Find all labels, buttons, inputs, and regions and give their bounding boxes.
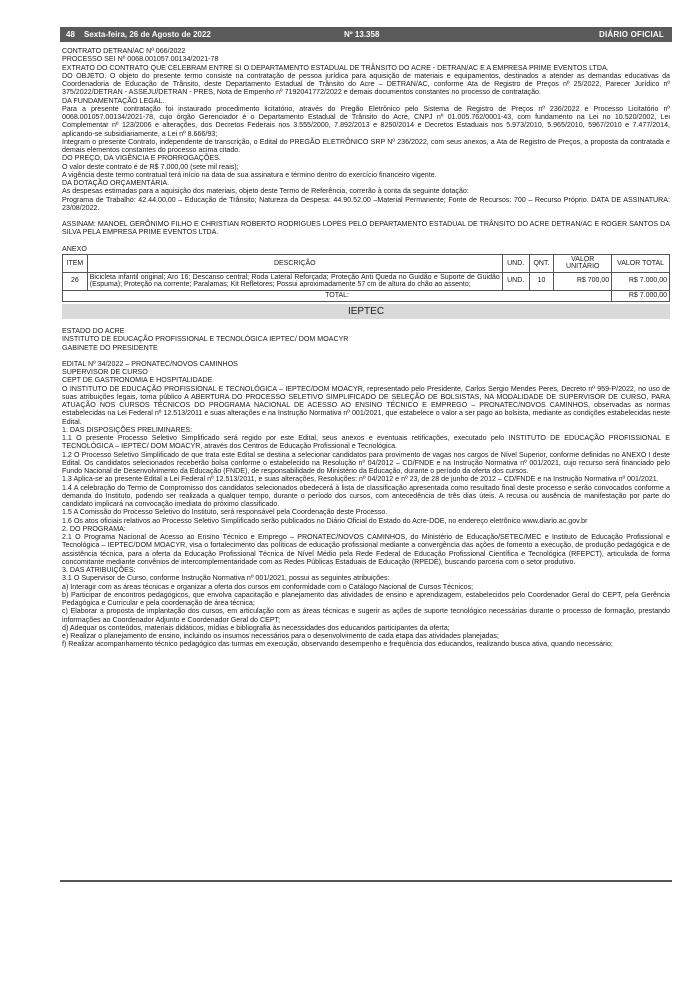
annex-table xyxy=(62,254,670,302)
edital-line: CEPT DE GASTRONOMIA E HOSPITALIDADE xyxy=(62,376,213,385)
legal-basis-heading: DA FUNDAMENTAÇÃO LEGAL. xyxy=(62,96,165,105)
list-item: f) Realizar acompanhamento técnico pedagógico das turmas em execução, observando desempenho e frequência dos educandos, realizando busca ativa, quando necessário; xyxy=(62,640,613,649)
org-line: GABINETE DO PRESIDENTE xyxy=(62,343,158,352)
integration-paragraph: Integram o presente Contrato, independente de transcrição, o Edital do PREGÃO ELETRÔNICO SRP Nº 236/2022, com seus anexos, a Ata de Registro de Preços, a proposta da contratada e demais elementos constantes do processo acima citado. xyxy=(62,137,670,154)
budget-heading: DA DOTAÇÃO ORÇAMENTÁRIA. xyxy=(62,179,170,187)
list-item: b) Participar de encontros pedagógicos, que envolva capacitação e planejamento das atividades de ensino e aprendizagem, estabelecidos pelo Coordenador Geral do CEPT, pela Gerência Pedagógica e Curricular e pela coordenação de área técnica; xyxy=(62,590,670,608)
publication-date: Sexta-feira, 26 de Agosto de 2022 xyxy=(84,30,211,39)
section-heading: 1. DAS DISPOSIÇÕES PRELIMINARES: xyxy=(62,425,193,434)
clause-paragraph: 1.5 A Comissão do Processo Seletivo do Instituto, será responsável pela Coordenação deste Processo. xyxy=(62,508,388,517)
column-header-total-value: VALOR TOTAL xyxy=(612,254,670,272)
section-heading: 2. DO PROGRAMA: xyxy=(62,524,126,533)
object-paragraph: DO OBJETO. O objeto do presente termo consiste na contratação de pessoa jurídica para aquisição de materiais e equipamentos, destinados a atender as demandas educativas da Coordenadoria de Educação de Trânsito, deste Departamento Estadual de Trânsito do Acre – DETRAN/AC, conforme Ata de Registro de Preços nº 25/2022, Parecer Jurídico nº 375/2022/DETRAN - ASSEJU/DETRAN - PRES, Nota de Empenho nº 7192041772/2022 e demais documentos constantes no processo de contratação. xyxy=(62,71,670,97)
process-number: PROCESSO SEI Nº 0068.001057.00134/2021-78 xyxy=(62,55,219,64)
cell-item: 26 xyxy=(63,272,88,290)
table-total-row xyxy=(63,290,670,301)
table-row xyxy=(63,272,670,290)
signatures-paragraph: ASSINAM: MANOEL GERÔNIMO FILHO E CHRISTIAN ROBERTO RODRIGUES LOPES PELO DEPARTAMENTO ESTADUAL DE TRÂNSITO DO ACRE DETRAN/AC E ROGER SANTOS DA SILVA PELA EMPRESA PRIME EVENTOS LTDA. xyxy=(62,220,670,237)
clause-paragraph: 1.2 O Processo Seletivo Simplificado de que trata este Edital se destina a selecionar candidatos para provimento de vagas nos cargos de Nível Superior, conforme definidas no ANEXO I deste Edital. Os candidatos selecionados receberão bolsa conforme o estabelecido na Resolução nº 04/2012 – CD/FNDE e na Instrução Normativa nº 001/2021, cujo recurso será financiado pelo Fundo Nacional de Desenvolvimento da Educação (FNDE), de responsabilidade do Ministério da Educação, durante o período da oferta dos cursos. xyxy=(62,450,670,476)
ieptec-section xyxy=(62,327,670,649)
publication-name: DIÁRIO OFICIAL xyxy=(598,30,664,39)
bottom-divider xyxy=(60,880,672,882)
edital-line: EDITAL Nº 34/2022 – PRONATEC/NOVOS CAMINHOS xyxy=(62,359,238,368)
section-heading: 3. DAS ATRIBUIÇÕES: xyxy=(62,566,136,575)
detran-contract-section xyxy=(62,47,670,253)
contract-title: CONTRATO DETRAN/AC Nº 066/2022 xyxy=(62,47,186,55)
clause-paragraph: 1.1 O presente Processo Seletivo Simplificado será regido por este Edital, seus anexos e eventuais retificações, executado pelo INSTITUTO DE EDUCAÇÃO PROFISSIONAL E TECNOLÓGICA – IEPTEC/ DOM MOACYR, através dos Centros de Educação Profissional e Tecnológica. xyxy=(62,434,670,451)
clause-paragraph: 1.6 Os atos oficiais relativos ao Processo Seletivo Simplificado serão publicados no Diário Oficial do Estado do Acre-DOE, no endereço eletrônico www.diario.ac.gov.br xyxy=(62,516,588,525)
extract-title: EXTRATO DO CONTRATO QUE CELEBRAM ENTRE SI O DEPARTAMENTO ESTADUAL DE TRÂNSITO DO ACRE - DETRAN/AC E A EMPRESA PRIME EVENTOS LTDA. xyxy=(62,63,609,72)
clause-paragraph: 2.1 O Programa Nacional de Acesso ao Ensino Técnico e Emprego – PRONATEC/NOVOS CAMINHOS, do Ministério de Educação/SETEC/MEC e Instituto de Educação Profissional e Tecnológica – IEPTEC/DOM MOACYR, visa o fortalecimento das políticas de educação profissional mediante a convergência das ações de fomento a execução, de produção pedagógica e de assistência técnica, para a oferta da Educação Profissional Técnica de Nível Médio pela Rede Federal de Educação Profissional Científica e Tecnológica (RFEPCT), articulada de forma concomitante mediante convênios de intercomplementaridade com as Redes Públicas Estaduais de Educação (RPEDE), buscando parceria com o setor produtivo. xyxy=(62,533,670,566)
org-line: INSTITUTO DE EDUCAÇÃO PROFISSIONAL E TECNOLÓGICA IEPTEC/ DOM MOACYR xyxy=(62,335,349,344)
list-item: d) Adequar os conteúdos, materiais didáticos, mídias e bibliografia às necessidades dos educandos participantes da oferta; xyxy=(62,623,450,632)
column-header-item: ITEM xyxy=(63,254,88,272)
total-value: R$ 7.000,00 xyxy=(612,290,670,301)
column-header-description: DESCRIÇÃO xyxy=(87,254,502,272)
cell-unit-value: R$ 700,00 xyxy=(554,272,612,290)
total-label: TOTAL: xyxy=(63,290,612,301)
legal-basis-paragraph: Para a presente contratação foi instaurado procedimento licitatório, através do Pregão Eletrônico pelo Sistema de Registro de Preços nº 236/2022 e Processo Licitatório nº 0068.001057.00134/2021-78, cujo órgão Gerenciador é o Departamento Estadual de Trânsito do Acre, CNPJ nº 01.005.762/0001-43, com fundamento na Lei no 10.520/2002, Lei Complementar nº 123/2006 e alterações, dos Decretos Federais nos 3.555/2000, 7.892/2013 e 8250/2014 e Decretos Estaduais nos 5.973/2010, 5.965/2010, 5967/2010 e 7.477/2014, aplicando-se subsidiariamente, a Lei nº 8.666/93; xyxy=(62,104,670,138)
cell-unit: UND. xyxy=(502,272,529,290)
org-line: ESTADO DO ACRE xyxy=(62,327,125,336)
cell-total-value: R$ 7.000,00 xyxy=(612,272,670,290)
price-heading: DO PREÇO, DA VIGÊNCIA E PRORROGAÇÕES. xyxy=(62,154,221,163)
budget-paragraph: As despesas estimadas para a aquisição dos materiais, objeto deste Termo de Referência, correrão à conta da seguinte dotação: xyxy=(62,187,469,196)
column-header-qty: QNT. xyxy=(529,254,554,272)
edition-number: Nº 13.358 xyxy=(344,30,380,39)
list-item: c) Elaborar a proposta de implantação dos cursos, em articulação com as áreas técnicas e sugerir as ações de suporte tecnológico necessárias durante o processo de formação, prestando informações ao Coordenador Adjunto e Coordenador Geral do CEPT; xyxy=(62,607,670,624)
clause-paragraph: 1.4 A celebração do Termo de Compromisso dos candidatos selecionados obedecerá à lista de classificação apresentada como resultado final deste processo e serão convocados conforme a demanda do Instituto, podendo ser realizada a qualquer tempo, durante o período dos cursos, com antecedência de três dias úteis. A recusa ou ausência de manifestação por parte do candidato implicará na convocação imediata do próximo classificado. xyxy=(62,483,670,509)
page-header xyxy=(60,27,672,42)
clause-paragraph: 3.1 O Supervisor de Curso, conforme Instrução Normativa nº 001/2021, possui as seguintes atribuições: xyxy=(62,574,390,583)
program-paragraph: Programa de Trabalho: 42.44.00.00 – Educação de Trânsito; Natureza da Despesa: 44.90.52.00 –Material Permanente; Fonte de Recursos: 700 – Recurso Próprio. DATA DE ASSINATURA: 23/08/2022. xyxy=(62,195,670,212)
column-header-unit-value: VALOR UNITÁRIO xyxy=(554,254,612,272)
table-header-row xyxy=(63,254,670,272)
section-bar-ieptec: IEPTEC xyxy=(62,304,670,319)
validity-paragraph: A vigência deste termo contratual terá início na data de sua assinatura e término dentro do exercício financeiro vigente. xyxy=(62,170,437,179)
page-number: 48 xyxy=(66,30,75,39)
annex-label: ANEXO xyxy=(62,244,87,253)
clause-paragraph: 1.3 Aplica-se ao presente Edital a Lei Federal nº 12.513/2011, e suas alterações, Resoluções: nº 04/2012 e nº 23, de 28 de junho de 2012 – CD/FNDE e na Instrução Normativa nº 001/2021. xyxy=(62,475,659,484)
page-content xyxy=(62,47,670,649)
list-item: a) Interagir com as áreas técnicas e organizar a oferta dos cursos em conformidade com o Catálogo Nacional de Cursos Técnicos; xyxy=(62,582,474,591)
list-item: e) Realizar o planejamento de ensino, incluindo os insumos necessários para o desenvolvimento de cada etapa das atividades planejadas; xyxy=(62,632,499,641)
edital-line: SUPERVISOR DE CURSO xyxy=(62,368,148,377)
intro-paragraph: O INSTITUTO DE EDUCAÇÃO PROFISSIONAL E TECNOLÓGICA – IEPTEC/DOM MOACYR, representado pelo Presidente, Carlos Sergio Mendes Peres, Decreto nº 959-P/2022, no uso de suas atribuições legais, torna público A ABERTURA DO PROCESSO SELETIVO SIMPLIFICADO DE SELEÇÃO DE BOLSISTAS, NA MODALIDADE DE SUPERVISOR DE CURSO, PARA ATUAÇÃO NOS CURSOS TÉCNICOS DO PROGRAMA NACIONAL DE ACESSO AO ENSINO TÉCNICO E EMPREGO – PRONATEC/NOVOS CAMINHOS, observadas as normas estabelecidas na Lei Federal nº 12.513/2011 e suas alterações e na Instrução Normativa nº 001/2021, que estabelece o valor a ser pago ao bolsista, mediante as condições estabelecidas neste Edital. xyxy=(62,384,670,426)
contract-value: O valor deste contrato é de R$ 7.000,00 (sete mil reais); xyxy=(62,162,239,171)
column-header-unit: UND. xyxy=(502,254,529,272)
cell-description: Bicicleta infantil original; Aro 16; Descanso central; Roda Lateral Reforçada; Proteção Anti Queda no Guidão e Suporte de Guidão (Espuma); Proteção na corrente; Paralamas; Kit Refletores; Possui aproximadamente 57 cm de altura do chão ao assento; xyxy=(87,272,502,290)
cell-qty: 10 xyxy=(529,272,554,290)
